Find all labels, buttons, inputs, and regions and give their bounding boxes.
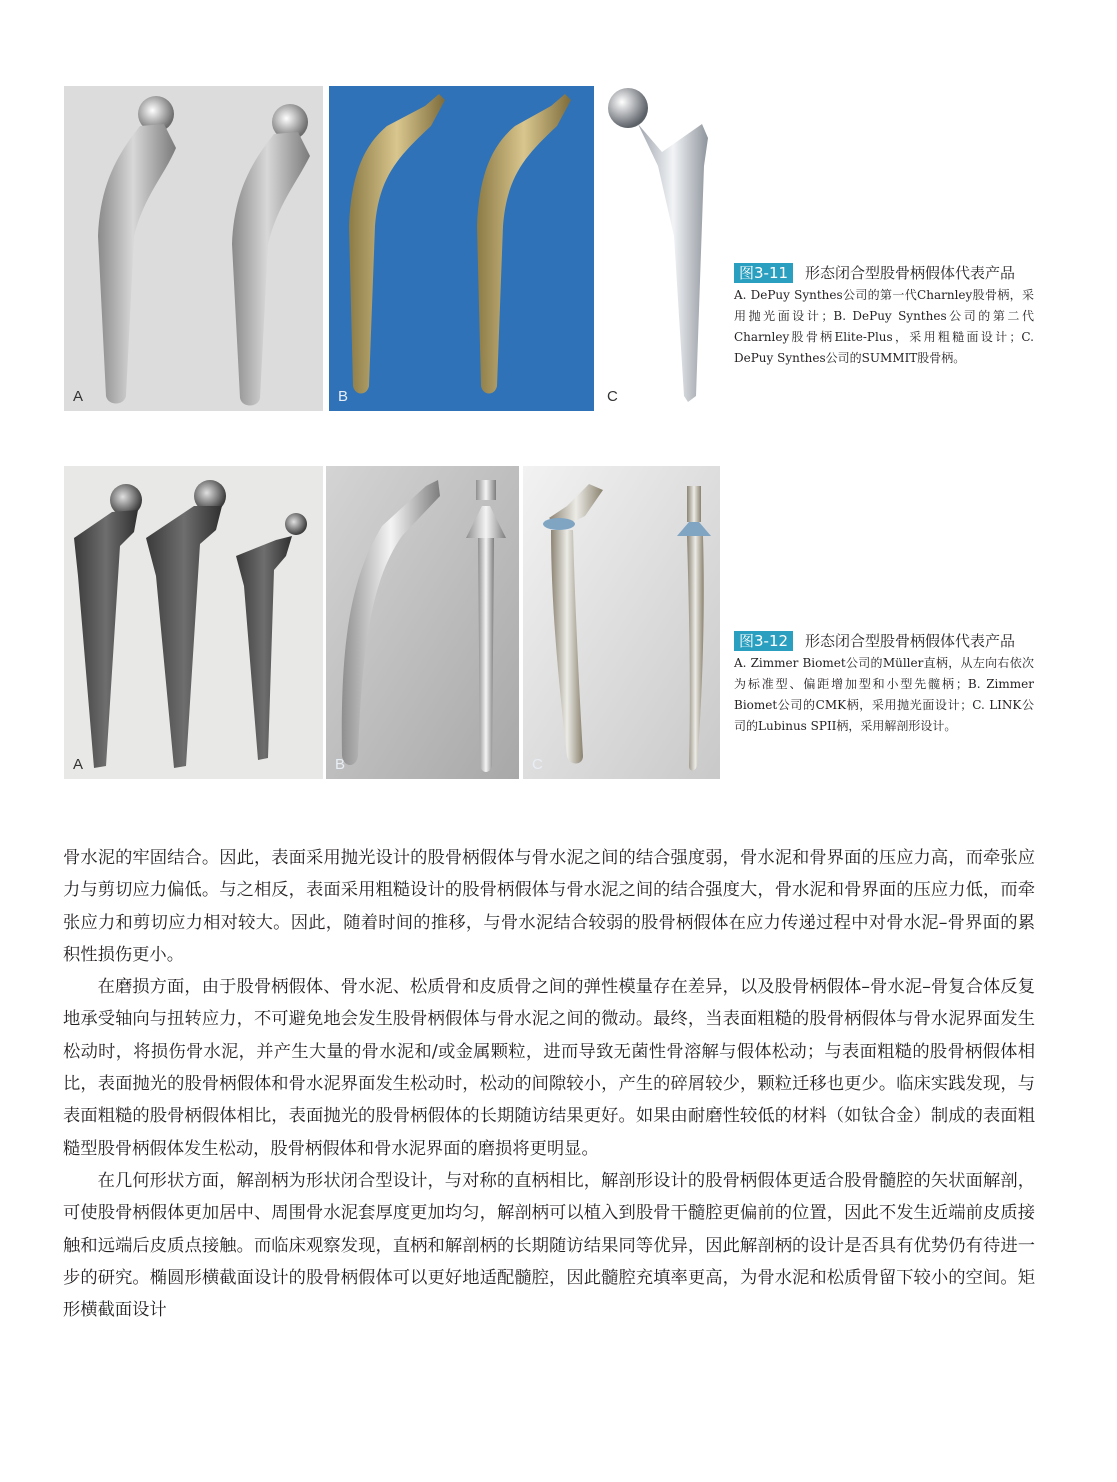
caption-title-text: 形态闭合型股骨柄假体代表产品 — [805, 632, 1016, 650]
paragraph: 在几何形状方面，解剖柄为形状闭合型设计，与对称的直柄相比，解剖形设计的股骨柄假体更适合股骨髓腔的矢状面解剖，可使股骨柄假体更加居中、周围骨水泥套厚度更加均匀，解剖柄可以植入到股骨干髓腔更偏前的位置，因此不发生近端前皮质接触和远端后皮质点接触。而临床观察发现，直柄和解剖柄的长期随访结果同等优异，因此解剖柄的设计是否具有优势仍有待进一步的研究。椭圆形横截面设计的股骨柄假体可以更好地适配髓腔，因此髓腔充填率更高，为骨水泥和松质骨留下较小的空间。矩形横截面设计 — [63, 1170, 1035, 1321]
caption-description: A. Zimmer Biomet公司的Müller直柄，从左向右依次为标准型、偏距增加型和小型先髋柄；B. Zimmer Biomet公司的CMK柄，采用抛光面设计；C. LINK公司的Lubinus SPII柄，采用解剖形设计。 — [734, 656, 1034, 733]
body-text — [63, 842, 1035, 1326]
muller-stem-image — [64, 466, 323, 779]
panel-label: B — [335, 756, 346, 773]
gold-stem-image — [329, 86, 594, 411]
figure-3-12-panel-a — [64, 466, 323, 779]
paragraph: 在磨损方面，由于股骨柄假体、骨水泥、松质骨和皮质骨之间的弹性模量存在差异，以及股骨柄假体–骨水泥–骨复合体反复地承受轴向与扭转应力，不可避免地会发生股骨柄假体与骨水泥之间的微动。最终，当表面粗糙的股骨柄假体与骨水泥界面发生松动时，将损伤骨水泥，并产生大量的骨水泥和/或金属颗粒，进而导致无菌性骨溶解与假体松动；与表面粗糙的股骨柄假体相比，表面抛光的股骨柄假体和骨水泥界面发生松动时，松动的间隙较小，产生的碎屑较少，颗粒迁移也更少。临床实践发现，与表面粗糙的股骨柄假体相比，表面抛光的股骨柄假体的长期随访结果更好。如果由耐磨性较低的材料（如钛合金）制成的表面粗糙型股骨柄假体发生松动，股骨柄假体和骨水泥界面的磨损将更明显。 — [63, 977, 1035, 1159]
figure-3-12-caption — [734, 630, 1034, 737]
caption-title-text: 形态闭合型股骨柄假体代表产品 — [805, 264, 1016, 282]
lubinus-stem-image — [523, 466, 720, 779]
polished-stem-image — [64, 86, 323, 411]
caption-description: A. DePuy Synthes公司的第一代Charnley股骨柄，采用抛光面设计；B. DePuy Synthes公司的第二代Charnley股骨柄Elite-Plus，采用粗糙面设计；C. DePuy Synthes公司的SUMMIT股骨柄。 — [734, 288, 1034, 365]
panel-label: A — [73, 388, 84, 405]
figure-3-12-panel-b — [326, 466, 519, 779]
figure-3-11-panel-c — [598, 86, 728, 411]
panel-label: A — [73, 756, 84, 773]
caption-title — [734, 262, 1034, 284]
figure-number-badge: 图3-12 — [734, 631, 793, 651]
caption-title — [734, 630, 1034, 652]
figure-number-badge: 图3-11 — [734, 263, 793, 283]
cmk-stem-image — [326, 466, 519, 779]
summit-stem-image — [598, 86, 728, 411]
paragraph: 骨水泥的牢固结合。因此，表面采用抛光设计的股骨柄假体与骨水泥之间的结合强度弱，骨水泥和骨界面的压应力高，而牵张应力与剪切应力偏低。与之相反，表面采用粗糙设计的股骨柄假体与骨水泥之间的结合强度大，骨水泥和骨界面的压应力低，而牵张应力和剪切应力相对较大。因此，随着时间的推移，与骨水泥结合较弱的股骨柄假体在应力传递过程中对骨水泥–骨界面的累积性损伤更小。 — [63, 848, 1035, 965]
figure-3-11-caption — [734, 262, 1034, 369]
figure-3-11-panel-a — [64, 86, 323, 411]
figure-3-11-panel-b — [329, 86, 594, 411]
figure-3-12-panel-c — [523, 466, 720, 779]
panel-label: C — [532, 756, 543, 773]
panel-label: C — [607, 388, 618, 405]
panel-label: B — [338, 388, 349, 405]
